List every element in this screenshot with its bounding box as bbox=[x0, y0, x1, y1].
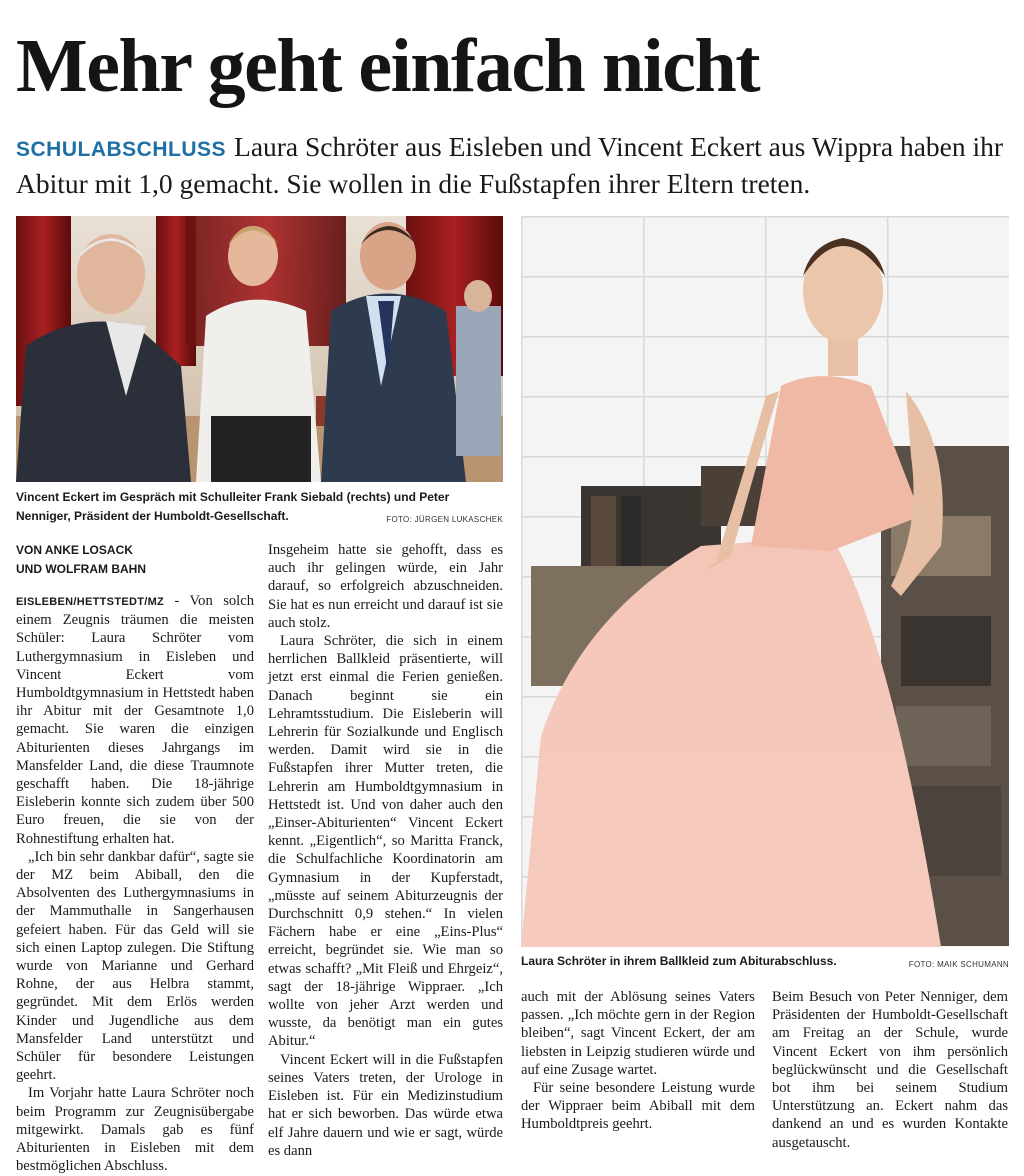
photo-men-caption-text: Vincent Eckert im Gespräch mit Schulleiter Frank Siebald (rechts) und Peter Nenniger, Präsident der Humboldt-Gesellschaft. bbox=[16, 490, 450, 523]
photo-men bbox=[16, 216, 503, 482]
paragraph: Im Vorjahr hatte Laura Schröter noch beim Programm zur Zeugnisübergabe mitgewirkt. Damals gab es fünf Abiturienten in Eisleben mit dem bestmöglichen Abschluss. bbox=[16, 1085, 254, 1175]
article-column-2 bbox=[268, 541, 503, 1160]
photo-men-credit: FOTO: JÜRGEN LUKASCHEK bbox=[386, 515, 503, 524]
paragraph: Für seine besondere Leistung wurde der Wippraer beim Abiball mit dem Humboldtpreis geehrt. bbox=[521, 1080, 755, 1133]
photo-laura bbox=[521, 216, 1009, 947]
paragraph-text: - Von solch einem Zeugnis träumen die meisten Schüler: Laura Schröter vom Luthergymnasium in Eisleben und Vincent Eckert vom Humboldtgymnasium in Hettstedt haben ihr Abitur mit der Gesamtnote 1,0 gemacht. Sie waren die einzigen Abiturienten dieses Jahrgangs im Mansfelder Land, die diese Traumnote geschafft haben. Die 18-jährige Eisleberin konnte sich zudem über 500 Euro freuen, die sie von der Rohnestiftung erhalten hat. bbox=[16, 593, 254, 847]
paragraph: Beim Besuch von Peter Nenniger, dem Präsidenten der Humboldt-Gesellschaft am Freitag an der Schule, wurde Vincent Eckert von ihm persönlich beglückwünscht und die Gesellschaft bot ihm bei seinem Studium Unterstützung an. Eckert nahm das dankend an und es wurden Kontakte ausgetauscht. bbox=[772, 989, 1008, 1151]
byline bbox=[16, 541, 256, 579]
article-column-1 bbox=[16, 592, 254, 1176]
article-column-3 bbox=[521, 988, 755, 1134]
headline: Mehr geht einfach nicht bbox=[16, 24, 760, 108]
paragraph bbox=[16, 592, 254, 848]
deck-text: Laura Schröter aus Eisleben und Vincent Eckert aus Wippra haben ihr Abitur mit 1,0 gemacht. Sie wollen in die Fußstapfen ihrer Eltern treten. bbox=[16, 131, 1004, 199]
photo-laura-caption bbox=[521, 952, 1009, 974]
paragraph: Insgeheim hatte sie gehofft, dass es auch ihr gelingen würde, ein Jahr darauf, so erfolgreich abzuschneiden. Sie hat es nun erreicht und darauf ist sie auch stolz. bbox=[268, 542, 503, 631]
dateline: EISLEBEN/HETTSTEDT/MZ bbox=[16, 596, 165, 608]
paragraph: „Ich bin sehr dankbar dafür“, sagte sie der MZ beim Abiball, den die Absolventen des Luthergymnasiums in der Mammuthalle in Sangerhausen gefeiert haben. Für das Geld will sie sich einen Laptop zulegen. Die Stiftung wurde von Marianne und Gerhard Rohne, der aus Helbra stammt, gegründet. Mit dem Erlös werden Kinder und Jugendliche aus dem Mansfelder Land unterstützt und Schüler für besondere Leistungen geehrt. bbox=[16, 848, 254, 1084]
paragraph: auch mit der Ablösung seines Vaters passen. „Ich möchte gern in der Region bleiben“, sagt Vincent Eckert, der am liebsten in Leipzig studieren würde und auf eine Zusage wartet. bbox=[521, 989, 755, 1078]
paragraph: Laura Schröter, die sich in einem herrlichen Ballkleid präsentierte, will jetzt erst einmal die Ferien genießen. Danach beginnt sie ein Lehramtsstudium. Die Eisleberin will Lehrerin für Sozialkunde und Englisch werden. Damit wird sie in die Fußstapfen ihrer Mutter treten, die Lehrerin am Humboldtgymnasium in Hettstedt ist. Und von daher auch den „Einser-Abiturienten“ Vincent Eckert kennt. „Eigentlich“, so Maritta Franck, die Schulfachliche Koordinatorin am Gymnasium in der Kupferstadt, „müsste auf seinem Abiturzeugnis der Durchschnitt 0,9 stehen.“ In vielen Fächern habe er eine „Eins-Plus“ erreicht, begründet sie. Wie man so etwas schafft? „Mit Fleiß und Ehrgeiz“, sagt der 18-jährige Wippraer. „Ich wollte von jeher Arzt werden und wusste, da benötigt man ein gutes Abitur.“ bbox=[268, 633, 503, 1050]
paragraph: Vincent Eckert will in die Fußstapfen seines Vaters treten, der Urologe in Eisleben ist. Für ein Medizinstudium hat er sich beworben. Das würde etwa elf Jahre dauern und wie er sagt, würde es dann bbox=[268, 1051, 503, 1159]
photo-laura-caption-text: Laura Schröter in ihrem Ballkleid zum Abiturabschluss. bbox=[521, 954, 837, 968]
kicker: SCHULABSCHLUSS bbox=[16, 138, 227, 161]
byline-line-2: UND WOLFRAM BAHN bbox=[16, 562, 146, 576]
article-column-4 bbox=[772, 988, 1008, 1152]
deck bbox=[16, 130, 1016, 201]
photo-men-caption bbox=[16, 488, 503, 529]
photo-laura-credit: FOTO: MAIK SCHUMANN bbox=[908, 960, 1009, 969]
byline-line-1: VON ANKE LOSACK bbox=[16, 543, 133, 557]
